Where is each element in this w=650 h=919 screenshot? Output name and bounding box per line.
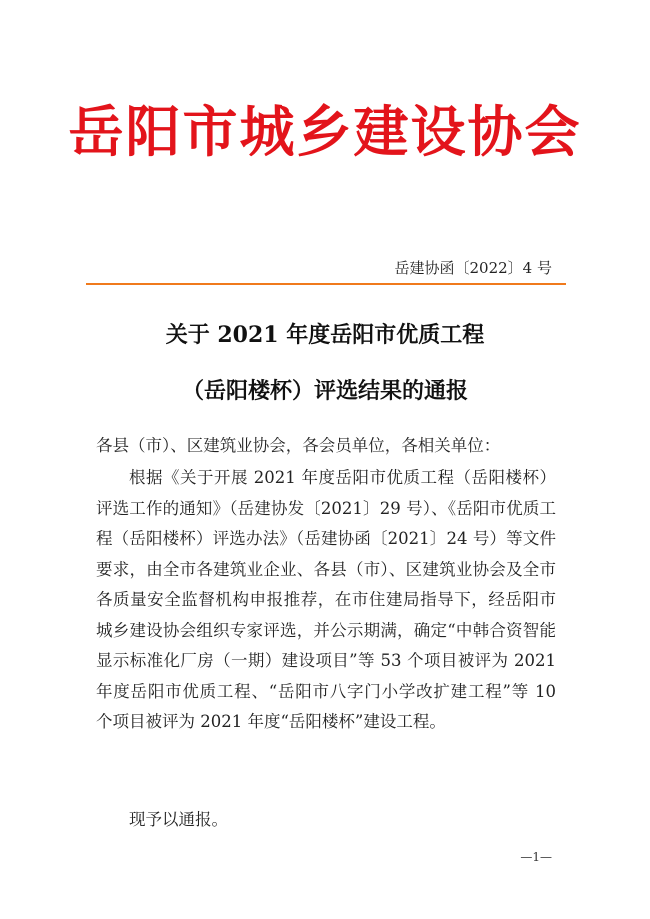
document-number: 岳建协函〔2022〕4 号 (394, 259, 552, 277)
salutation: 各县（市）、区建筑业协会，各会员单位，各相关单位： (96, 436, 501, 455)
body-paragraph: 根据《关于开展 2021 年度岳阳市优质工程（岳阳楼杯）评选工作的通知》（岳建协发〔2021〕29 号）、《岳阳市优质工程（岳阳楼杯）评选办法》（岳建协函〔2021〕24 号）等文件要求，由全市各建筑业企业、各县（市）、区建筑业协会及全市各质量安全监督机构申报推荐，在市住建局指导下，经岳阳市城乡建设协会组织专家评选，并公示期满，确定“中韩合资智能显示标准化厂房（一期）建设项目”等 53 个项目被评为 2021 年度岳阳市优质工程、“岳阳市八字门小学改扩建工程”等 10 个项目被评为 2021 年度“岳阳楼杯”建设工程。 (96, 468, 556, 731)
document-title-line-1: 关于 2021 年度岳阳市优质工程 (165, 322, 485, 348)
organization-masthead: 岳阳市城乡建设协会 (68, 99, 582, 164)
document-title-line-2: （岳阳楼杯）评选结果的通报 (181, 378, 468, 404)
closing-line: 现予以通报。 (129, 810, 228, 829)
page-number: —1— (520, 850, 552, 864)
header-divider (86, 283, 566, 285)
